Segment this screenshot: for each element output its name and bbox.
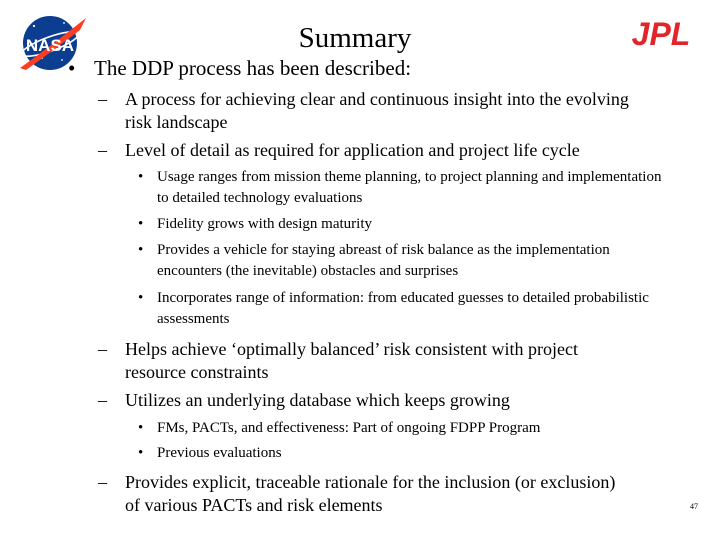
list-item: [98, 88, 638, 134]
sub-bullet-marker: •: [138, 420, 144, 436]
slide-number: 47: [690, 502, 698, 511]
dash-marker: –: [98, 390, 107, 410]
intro-text: The DDP process has been described:: [94, 56, 412, 80]
dash-marker: –: [98, 89, 107, 109]
dash-marker: –: [98, 472, 107, 492]
list-item: [98, 389, 678, 412]
jpl-logo-text: JPL: [631, 16, 691, 50]
sub-list-item: [138, 214, 668, 235]
sub-bullet-marker: •: [138, 242, 144, 258]
sub-list-item-text: Provides a vehicle for staying abreast of risk balance as the implementation encounters (the inevitable) obstacles and surprises: [157, 242, 610, 279]
sub-list-item: [138, 167, 668, 209]
sub-list-item-text: FMs, PACTs, and effectiveness: Part of ongoing FDPP Program: [157, 420, 541, 436]
list-item-text: Provides explicit, traceable rationale for the inclusion (or exclusion) of various PACTs and risk elements: [125, 472, 616, 515]
dash-marker: –: [98, 339, 107, 359]
list-item-text: Level of detail as required for application and project life cycle: [125, 140, 580, 160]
list-item-text: A process for achieving clear and continuous insight into the evolving risk landscape: [125, 89, 629, 132]
list-item: [98, 471, 618, 517]
list-item-text: Helps achieve ‘optimally balanced’ risk consistent with project resource constraints: [125, 339, 579, 382]
sub-list-item: [138, 418, 668, 439]
sub-list-item-text: Usage ranges from mission theme planning, to project planning and implementation to detailed technology evaluations: [157, 169, 662, 206]
dash-marker: –: [98, 140, 107, 160]
sub-list-item: [138, 288, 668, 330]
sub-list-item-text: Incorporates range of information: from educated guesses to detailed probabilistic assessments: [157, 290, 649, 327]
list-item-text: Utilizes an underlying database which keeps growing: [125, 390, 510, 410]
sub-list-item: [138, 443, 668, 464]
sub-bullet-marker: •: [138, 216, 144, 232]
sub-bullet-marker: •: [138, 445, 144, 461]
sub-list-item-text: Previous evaluations: [157, 445, 282, 461]
intro-bullet: [68, 56, 688, 80]
bullet-marker: •: [68, 56, 76, 80]
slide-title: Summary: [298, 22, 412, 54]
nasa-logo-text: NASA: [25, 36, 75, 55]
sub-bullet-marker: •: [138, 290, 144, 306]
list-item: [98, 139, 678, 162]
sub-list-item-text: Fidelity grows with design maturity: [157, 216, 372, 232]
list-item: [98, 338, 638, 384]
sub-list-item: [138, 240, 668, 282]
sub-bullet-marker: •: [138, 169, 144, 185]
